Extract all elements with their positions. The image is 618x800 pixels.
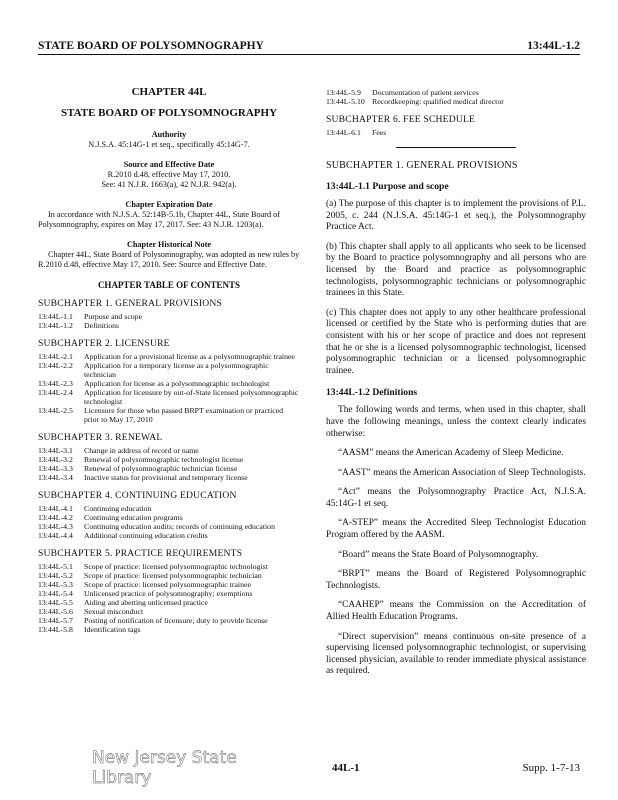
toc-row	[38, 388, 300, 406]
section-1-1-heading: 13:44L-1.1 Purpose and scope	[326, 181, 449, 192]
source-heading: Source and Effective Date	[123, 160, 215, 169]
chapter-title: STATE BOARD OF POLYSOMNOGRAPHY	[60, 107, 278, 119]
library-watermark: New Jersey State Library	[92, 748, 237, 788]
toc-section-title: Renewal of polysomnographic technician license	[84, 464, 238, 473]
history-heading: Chapter Historical Note	[127, 240, 211, 249]
toc-section-title: Recordkeeping: qualified medical director	[372, 97, 504, 106]
toc-row	[38, 580, 300, 589]
toc-section-code: 13:44L-5.10	[326, 97, 365, 106]
toc-section-code: 13:44L-2.5	[38, 406, 73, 415]
right-column	[326, 88, 586, 686]
toc-section-title: Application for licensure by out-of-State licensed polysomnographic technologist	[84, 388, 299, 406]
toc-section-title: Application for license as a polysomnographic technologist	[84, 379, 270, 388]
toc-row	[38, 513, 300, 522]
authority-text: N.J.S.A. 45:14G-1 et seq., specifically 45:14G-7.	[88, 140, 250, 149]
toc-row	[38, 589, 300, 598]
toc-section-code: 13:44L-5.8	[38, 625, 73, 634]
paragraph-c: (c) This chapter does not apply to any other healthcare professional licensed or certified by the State who is performing duties that are consistent with his or her scope of practice and does not represent that he or she is a licensed polysomnographic technologist, licensed polysomnographic technician or a licensed polysomnographic trainee.	[326, 307, 586, 376]
page-footer	[92, 748, 580, 788]
toc-row	[38, 616, 300, 625]
toc-section-code: 13:44L-2.2	[38, 361, 73, 370]
toc-subchapter-6	[326, 128, 586, 137]
expiration-text: In accordance with N.J.S.A. 52:14B-5.1b, Chapter 44L, State Board of Polysomnography, expires on May 17, 2017. See: 43 N.J.R. 1203(a).	[38, 210, 280, 229]
chapter-number: CHAPTER 44L	[131, 86, 207, 98]
toc-section-title: Application for a temporary license as a polysomnographic technician	[84, 361, 269, 379]
subchapter-1-heading: SUBCHAPTER 1. GENERAL PROVISIONS	[326, 160, 518, 171]
toc-heading: CHAPTER TABLE OF CONTENTS	[97, 280, 241, 290]
toc-section-title: Licensure for those who passed BRPT examination or practiced prior to May 17, 2010	[84, 406, 284, 424]
toc-section-code: 13:44L-5.2	[38, 571, 73, 580]
toc-row	[38, 522, 300, 531]
toc-section-title: Definitions	[84, 321, 120, 330]
toc-section-title: Posting of notification of licensure; duty to provide license	[84, 616, 268, 625]
toc-row	[38, 455, 300, 464]
toc-section-title: Renewal of polysomnographic technologist license	[84, 455, 244, 464]
history-text: Chapter 44L, State Board of Polysomnography, was adopted as new rules by R.2010 d.48, effective May 17, 2010. See: Source and Effective Date.	[38, 250, 300, 269]
toc-section-title: Scope of practice: licensed polysomnographic trainee	[84, 580, 251, 589]
toc-section-code: 13:44L-4.1	[38, 504, 73, 513]
toc-section-title: Sexual misconduct	[84, 607, 144, 616]
toc-section-title: Unlicensed practice of polysomnography; exemptions	[84, 589, 253, 598]
toc-section-title: Documentation of patient services	[372, 88, 479, 97]
toc-section-title: Change in address of record or name	[84, 446, 199, 455]
toc-section-code: 13:44L-3.3	[38, 464, 73, 473]
authority-heading: Authority	[151, 130, 187, 139]
definitions-intro: The following words and terms, when used in this chapter, shall have the following meanings, unless the context clearly indicates otherwise:	[326, 405, 586, 439]
source-text: R.2010 d.48, effective May 17, 2010.	[107, 170, 231, 179]
toc-row	[38, 562, 300, 571]
source-see: See: 41 N.J.R. 1663(a), 42 N.J.R. 942(a).	[101, 180, 237, 189]
toc-row	[38, 571, 300, 580]
toc-row	[38, 446, 300, 455]
toc-section-title: Scope of practice: licensed polysomnographic technician	[84, 571, 262, 580]
subchapter-6-heading: SUBCHAPTER 6. FEE SCHEDULE	[326, 114, 476, 125]
toc-section-code: 13:44L-1.1	[38, 312, 73, 321]
toc-section-code: 13:44L-3.1	[38, 446, 73, 455]
table-of-contents	[38, 298, 300, 634]
toc-section-code: 13:44L-6.1	[326, 128, 361, 137]
section-divider	[396, 147, 516, 148]
toc-row	[38, 312, 300, 321]
toc-section-title: Continuing education	[84, 504, 152, 513]
definition-aasm: “AASM” means the American Academy of Sleep Medicine.	[338, 448, 564, 459]
toc-row	[38, 321, 300, 330]
toc-section-code: 13:44L-4.4	[38, 531, 73, 540]
toc-row	[38, 361, 300, 379]
toc-section-code: 13:44L-1.2	[38, 321, 73, 330]
header-section: 13:44L-1.2	[527, 40, 580, 52]
toc-row	[38, 625, 300, 634]
toc-section-title: Inactive status for provisional and temporary license	[84, 473, 248, 482]
toc-section-title: Additional continuing education credits	[84, 531, 208, 540]
left-column	[38, 72, 300, 634]
toc-subchapter-heading: SUBCHAPTER 1. GENERAL PROVISIONS	[38, 298, 223, 309]
page-number: 44L-1	[332, 762, 360, 774]
section-1-2-heading: 13:44L-1.2 Definitions	[326, 387, 418, 399]
toc-row	[326, 128, 586, 137]
toc-section-code: 13:44L-3.4	[38, 473, 73, 482]
definition-caahep: “CAAHEP” means the Commission on the Accreditation of Allied Health Education Programs.	[326, 600, 586, 623]
definition-brpt: “BRPT” means the Board of Registered Polysomnographic Technologists.	[326, 569, 586, 591]
toc-section-title: Fees	[372, 128, 387, 137]
toc-section-code: 13:44L-5.9	[326, 88, 361, 97]
toc-section-title: Continuing education audits; records of continuing education	[84, 522, 275, 531]
toc-section-code: 13:44L-2.3	[38, 379, 73, 388]
paragraph-a: (a) The purpose of this chapter is to implement the provisions of P.L. 2005, c. 244 (N.J.S.A. 45:14G-1 et seq.), the Polysomnography Practice Act.	[326, 199, 586, 233]
definition-direct-supervision: “Direct supervision” means continuous on-site presence of a supervising licensed polysomnographic technologist, or supervising licensed physician, available to render immediate physical assistance as required.	[326, 631, 586, 677]
running-header	[38, 34, 580, 55]
toc-row	[38, 406, 300, 424]
toc-row	[38, 598, 300, 607]
toc-subchapter-heading: SUBCHAPTER 2. LICENSURE	[38, 338, 170, 349]
toc-continued	[326, 88, 586, 106]
toc-section-title: Scope of practice: licensed polysomnographic technologist	[84, 562, 268, 571]
paragraph-b: (b) This chapter shall apply to all applicants who seek to be licensed by the Board to practice polysomnography and all persons who are licensed by the Board and practice as polysomnographic technologists, polysomnographic technicians or polysomnographic trainees in this State.	[326, 241, 586, 299]
toc-subchapter-heading: SUBCHAPTER 4. CONTINUING EDUCATION	[38, 490, 237, 501]
toc-row	[38, 473, 300, 482]
toc-section-code: 13:44L-3.2	[38, 455, 73, 464]
toc-section-title: Application for a provisional license as a polysomnographic trainee	[84, 352, 295, 361]
toc-section-title: Aiding and abetting unlicensed practice	[84, 598, 208, 607]
toc-row	[326, 97, 586, 106]
expiration-heading: Chapter Expiration Date	[125, 200, 213, 209]
toc-section-title: Purpose and scope	[84, 312, 143, 321]
toc-row	[38, 504, 300, 513]
toc-section-code: 13:44L-4.3	[38, 522, 73, 531]
toc-subchapter-heading: SUBCHAPTER 5. PRACTICE REQUIREMENTS	[38, 548, 243, 559]
toc-row	[38, 607, 300, 616]
supplement-date: Supp. 1-7-13	[522, 762, 580, 774]
definition-aast: “AAST” means the American Association of Sleep Technologists.	[338, 467, 586, 478]
toc-section-code: 13:44L-2.4	[38, 388, 73, 397]
toc-row	[38, 464, 300, 473]
definition-act: “Act” means the Polysomnography Practice Act, N.J.S.A. 45:14G-1 et seq.	[326, 487, 586, 509]
toc-section-code: 13:44L-5.1	[38, 562, 73, 571]
toc-row	[38, 531, 300, 540]
definition-a-step: “A-STEP” means the Accredited Sleep Technologist Education Program offered by the AASM.	[326, 518, 586, 541]
header-title: STATE BOARD OF POLYSOMNOGRAPHY	[38, 40, 264, 52]
toc-section-code: 13:44L-5.4	[38, 589, 73, 598]
toc-section-title: Identification tags	[84, 625, 141, 634]
toc-subchapter-heading: SUBCHAPTER 3. RENEWAL	[38, 432, 163, 443]
toc-section-code: 13:44L-5.5	[38, 598, 73, 607]
toc-section-code: 13:44L-5.3	[38, 580, 73, 589]
toc-row	[326, 88, 586, 97]
toc-section-code: 13:44L-2.1	[38, 352, 73, 361]
definition-board: “Board” means the State Board of Polysomnography.	[338, 549, 539, 560]
toc-row	[38, 352, 300, 361]
toc-row	[38, 379, 300, 388]
toc-section-code: 13:44L-5.7	[38, 616, 73, 625]
toc-section-code: 13:44L-5.6	[38, 607, 73, 616]
toc-section-title: Continuing education programs	[84, 513, 183, 522]
toc-section-code: 13:44L-4.2	[38, 513, 73, 522]
